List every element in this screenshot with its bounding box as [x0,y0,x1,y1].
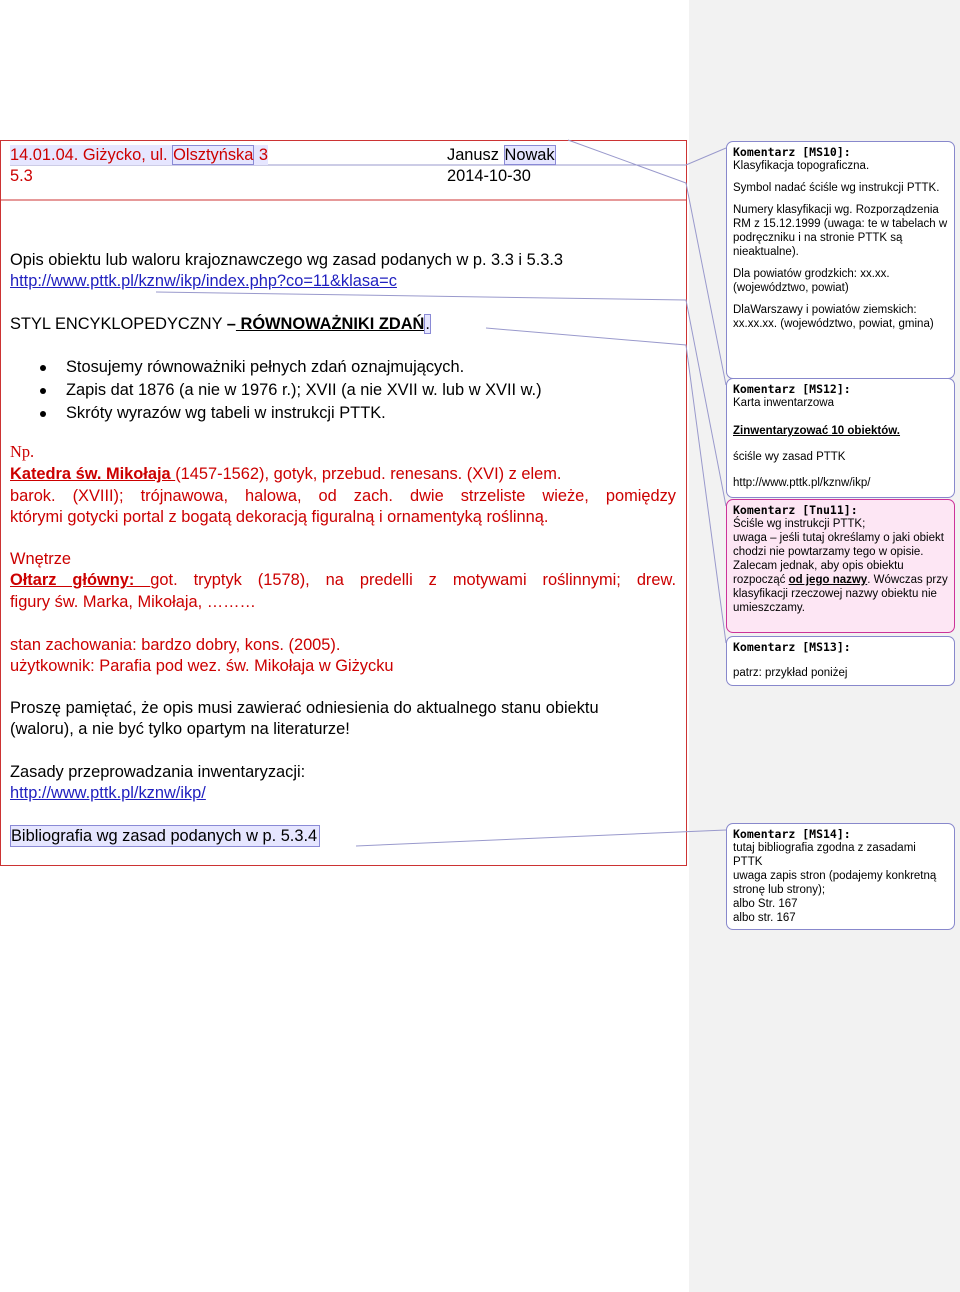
example-line2: barok. (XVIII); trójnawowa, halowa, od zach. dwie strzeliste wieże, pomiędzy [10,487,676,505]
comment-ms10[interactable] [726,141,955,379]
altar-label: Ołtarz główny: [10,571,151,589]
comment-ms12[interactable] [726,378,955,498]
style-dot: . [425,315,430,333]
comment-header: Komentarz [MS12]: [733,382,851,396]
address-street: Olsztyńska [173,146,254,164]
comment-text: ściśle wy zasad PTTK [733,451,846,463]
reminder-line1: Proszę pamiętać, że opis musi zawierać odniesienia do aktualnego stanu obiektu [10,699,599,717]
comment-link[interactable]: http://www.pttk.pl/kznw/ikp/ [733,477,871,489]
page-border-left [0,140,1,866]
example-line3: którymi gotycki portal z bogatą dekoracją figuralną i ornamentyką roślinną. [10,508,549,526]
intro-text: Opis obiektu lub waloru krajoznawczego wg zasad podanych w p. 3.3 i 5.3.3 [10,251,564,269]
comment-header: Komentarz [Tnu11]: [733,503,858,517]
comment-header: Komentarz [MS14]: [733,827,851,841]
bullet-dot [40,388,46,394]
comment-text: Numery klasyfikacji wg. Rozporządzenia RM z 15.12.1999 (uwaga: te w tabelach w podręczniku i na stronie PTTK są nieaktualne). [733,204,948,258]
style-dash: – [226,315,236,333]
comment-text: albo Str. 167 [733,898,798,910]
altar-line2: figury św. Marka, Mikołaja, ……… [10,593,256,611]
comment-text: Klasyfikacja topograficzna. [733,160,870,172]
author-first-name: Janusz [447,146,504,164]
bullet-dot [40,365,46,371]
user-text: użytkownik: Parafia pod wez. św. Mikołaja w Giżycku [10,657,394,675]
rules-text: Zasady przeprowadzania inwentaryzacji: [10,763,306,781]
example-line1: (1457-1562), gotyk, przebud. renesans. (XVI) z elem. [175,465,562,483]
comment-text: Zinwentaryzować 10 obiektów. [733,425,901,437]
address-line2: 5.3 [10,167,33,185]
interior-label: Wnętrze [10,550,72,568]
header-author [447,145,556,165]
address-number: 3 [254,146,268,164]
style-equivalents: RÓWNOWAŻNIKI ZDAŃ [235,315,425,333]
bullet-dot [40,411,46,417]
emphasis-text: od jego nazwy [788,574,868,586]
comment-text: uwaga – jeśli tutaj określamy o jaki obiekt chodzi nie powtarzamy tego w opisie. [733,532,944,558]
example-label: Np. [10,442,35,461]
condition-text: stan zachowania: bardzo dobry, kons. (2005). [10,636,341,654]
bullet-item: Stosujemy równoważniki pełnych zdań oznajmujących. [66,358,465,376]
address-text: 14.01.04. Giżycko, ul. [10,146,173,164]
comment-text: tutaj bibliografia zgodna z zasadami PTTK [733,842,916,868]
comment-ms13[interactable] [726,636,955,686]
reminder-line2: (waloru), a nie być tylko opartym na literaturze! [10,720,350,738]
header-date: 2014-10-30 [447,167,531,185]
bibliography-line: Bibliografia wg zasad podanych w p. 5.3.4 [10,825,320,847]
comment-text: Ściśle wg instrukcji PTTK; [733,518,866,530]
author-last-name: Nowak [504,146,555,164]
bullet-item: Skróty wyrazów wg tabeli w instrukcji PTTK. [66,404,386,422]
rules-link[interactable]: http://www.pttk.pl/kznw/ikp/ [10,784,206,802]
object-name: Katedra św. Mikołaja [10,465,176,483]
comment-text: Symbol nadać ściśle wg instrukcji PTTK. [733,182,940,194]
example-description [10,464,676,485]
comment-header: Komentarz [MS10]: [733,145,851,159]
altar-line1: got. tryptyk (1578), na predelli z motywami roślinnymi; drew. [150,571,676,589]
comment-text: albo str. 167 [733,912,796,924]
comment-text: Karta inwentarzowa [733,397,834,409]
intro-link[interactable]: http://www.pttk.pl/kznw/ikp/index.php?co=11&klasa=c [10,272,397,290]
comment-header: Komentarz [MS13]: [733,640,851,654]
comment-text: Dla powiatów grodzkich: xx.xx. (województwo, powiat) [733,268,890,294]
header-address [10,145,268,165]
comment-ms14[interactable] [726,823,955,930]
comment-text: Zalecam jednak, aby opis obiektu rozpocząć od jego nazwy. Wówczas przy klasyfikacji rzeczowej nazwy obiektu nie umieszczamy. [733,560,948,614]
comment-tnu11[interactable] [726,499,955,633]
altar-description [10,570,676,591]
comment-text: uwaga zapis stron (podajemy konkretną stronę lub strony); [733,870,937,896]
style-label: STYL ENCYKLOPEDYCZNY [10,315,227,333]
style-line [10,314,431,334]
comment-text: patrz: przykład poniżej [733,667,848,679]
bullet-item: Zapis dat 1876 (a nie w 1976 r.); XVII (a nie XVII w. lub w XVII w.) [66,381,542,399]
comment-text: DlaWarszawy i powiatów ziemskich: xx.xx.xx. (województwo, powiat, gmina) [733,304,934,330]
